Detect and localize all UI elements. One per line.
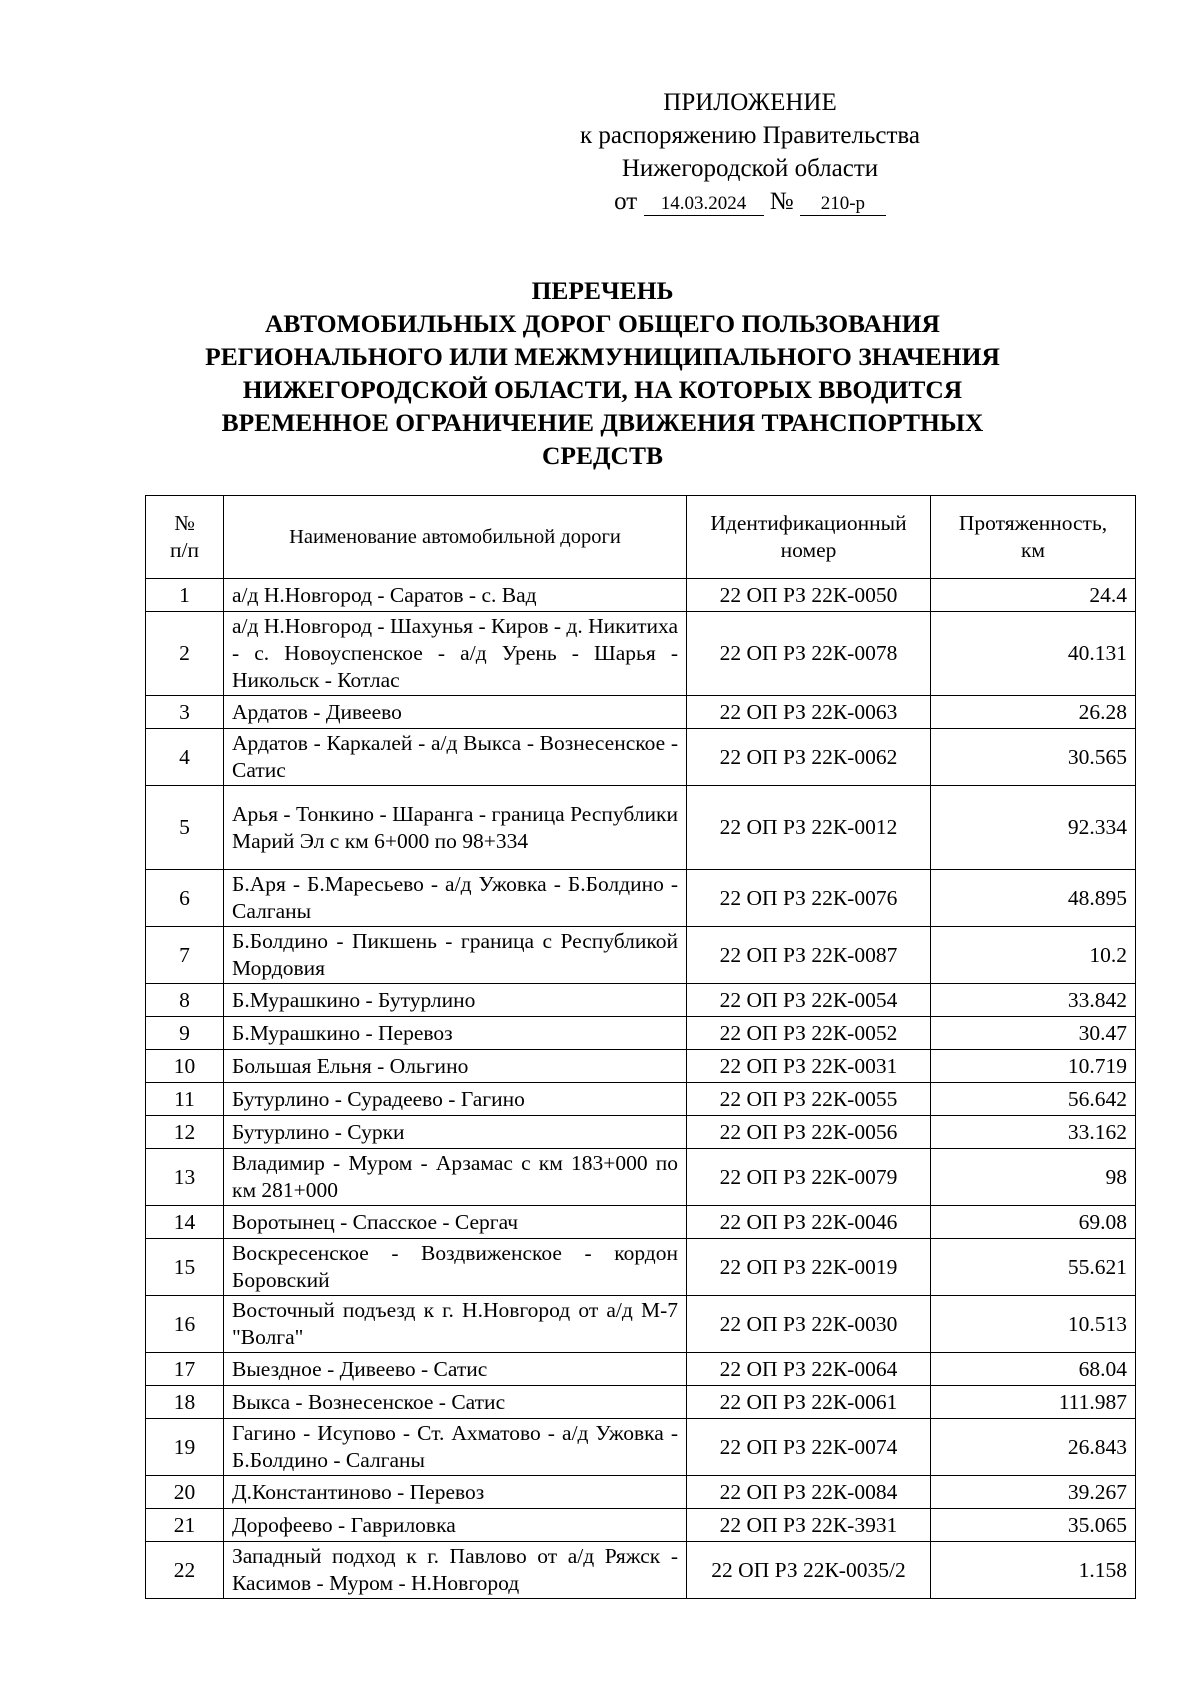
table-row (146, 1353, 1136, 1386)
road-name: Воротынец - Спасское - Сергач (224, 1206, 687, 1239)
road-name: а/д Н.Новгород - Шахунья - Киров - д. Никитиха - с. Новоуспенское - а/д Урень - Шарья - Никольск - Котлас (224, 612, 687, 696)
road-identifier: 22 ОП РЗ 22К-3931 (687, 1509, 931, 1542)
table-row (146, 1017, 1136, 1050)
table-row (146, 1509, 1136, 1542)
road-identifier: 22 ОП РЗ 22К-0050 (687, 579, 931, 612)
road-name: Ардатов - Дивеево (224, 696, 687, 729)
road-length: 56.642 (931, 1083, 1136, 1116)
road-name: Арья - Тонкино - Шаранга - граница Республики Марий Эл с км 6+000 по 98+334 (224, 786, 687, 870)
table-row (146, 1083, 1136, 1116)
table-row (146, 1050, 1136, 1083)
road-identifier: 22 ОП РЗ 22К-0079 (687, 1149, 931, 1206)
road-length: 69.08 (931, 1206, 1136, 1239)
header-length: Протяженность, км (931, 496, 1136, 579)
table-row (146, 1206, 1136, 1239)
road-length: 48.895 (931, 870, 1136, 927)
appendix-date-row (500, 185, 1000, 218)
road-length: 30.565 (931, 729, 1136, 786)
row-number: 6 (146, 870, 224, 927)
order-number: 210-р (800, 193, 886, 216)
road-identifier: 22 ОП РЗ 22К-0031 (687, 1050, 931, 1083)
table-row (146, 1419, 1136, 1476)
appendix-block (500, 86, 1000, 218)
road-length: 68.04 (931, 1353, 1136, 1386)
table-row (146, 927, 1136, 984)
road-name: Воскресенское - Воздвиженское - кордон Боровский (224, 1239, 687, 1296)
table-row (146, 1542, 1136, 1599)
header-road-name: Наименование автомобильной дороги (224, 496, 687, 579)
road-length: 92.334 (931, 786, 1136, 870)
row-number: 1 (146, 579, 224, 612)
title-line: ПЕРЕЧЕНЬ (531, 276, 674, 305)
road-name: Б.Аря - Б.Маресьево - а/д Ужовка - Б.Болдино - Салганы (224, 870, 687, 927)
road-length: 10.513 (931, 1296, 1136, 1353)
road-identifier: 22 ОП РЗ 22К-0062 (687, 729, 931, 786)
road-name: Владимир - Муром - Арзамас с км 183+000 по км 281+000 (224, 1149, 687, 1206)
table-row (146, 1296, 1136, 1353)
row-number: 10 (146, 1050, 224, 1083)
road-length: 33.162 (931, 1116, 1136, 1149)
appendix-heading: ПРИЛОЖЕНИЕ (663, 89, 837, 116)
road-identifier: 22 ОП РЗ 22К-0035/2 (687, 1542, 931, 1599)
table-row (146, 729, 1136, 786)
document-title (120, 274, 1085, 472)
road-length: 111.987 (931, 1386, 1136, 1419)
road-name: Гагино - Исупово - Ст. Ахматово - а/д Ужовка - Б.Болдино - Салганы (224, 1419, 687, 1476)
row-number: 9 (146, 1017, 224, 1050)
row-number: 16 (146, 1296, 224, 1353)
table-row (146, 612, 1136, 696)
road-identifier: 22 ОП РЗ 22К-0030 (687, 1296, 931, 1353)
table-row (146, 579, 1136, 612)
road-name: Б.Мурашкино - Перевоз (224, 1017, 687, 1050)
road-name: Большая Ельня - Ольгино (224, 1050, 687, 1083)
row-number: 11 (146, 1083, 224, 1116)
road-length: 39.267 (931, 1476, 1136, 1509)
row-number: 8 (146, 984, 224, 1017)
row-number: 12 (146, 1116, 224, 1149)
table-row (146, 696, 1136, 729)
row-number: 7 (146, 927, 224, 984)
road-length: 1.158 (931, 1542, 1136, 1599)
date-prefix: от (614, 188, 638, 215)
road-identifier: 22 ОП РЗ 22К-0046 (687, 1206, 931, 1239)
road-identifier: 22 ОП РЗ 22К-0063 (687, 696, 931, 729)
road-name: Восточный подъезд к г. Н.Новгород от а/д М-7 "Волга" (224, 1296, 687, 1353)
road-identifier: 22 ОП РЗ 22К-0078 (687, 612, 931, 696)
table-row (146, 1476, 1136, 1509)
row-number: 17 (146, 1353, 224, 1386)
road-name: Бутурлино - Сурадеево - Гагино (224, 1083, 687, 1116)
road-length: 55.621 (931, 1239, 1136, 1296)
table-row (146, 786, 1136, 870)
road-name: Западный подход к г. Павлово от а/д Ряжск - Касимов - Муром - Н.Новгород (224, 1542, 687, 1599)
road-name: Ардатов - Каркалей - а/д Выкса - Вознесенское - Сатис (224, 729, 687, 786)
road-name: Выкса - Вознесенское - Сатис (224, 1386, 687, 1419)
row-number: 13 (146, 1149, 224, 1206)
road-length: 33.842 (931, 984, 1136, 1017)
road-identifier: 22 ОП РЗ 22К-0084 (687, 1476, 931, 1509)
row-number: 18 (146, 1386, 224, 1419)
road-identifier: 22 ОП РЗ 22К-0076 (687, 870, 931, 927)
road-identifier: 22 ОП РЗ 22К-0054 (687, 984, 931, 1017)
road-identifier: 22 ОП РЗ 22К-0087 (687, 927, 931, 984)
road-identifier: 22 ОП РЗ 22К-0012 (687, 786, 931, 870)
table-row (146, 984, 1136, 1017)
road-name: Выездное - Дивеево - Сатис (224, 1353, 687, 1386)
title-line: РЕГИОНАЛЬНОГО ИЛИ МЕЖМУНИЦИПАЛЬНОГО ЗНАЧЕНИЯ (205, 342, 1000, 371)
title-line: АВТОМОБИЛЬНЫХ ДОРОГ ОБЩЕГО ПОЛЬЗОВАНИЯ (265, 309, 940, 338)
road-length: 24.4 (931, 579, 1136, 612)
title-line: ВРЕМЕННОЕ ОГРАНИЧЕНИЕ ДВИЖЕНИЯ ТРАНСПОРТНЫХ (221, 408, 984, 437)
road-identifier: 22 ОП РЗ 22К-0052 (687, 1017, 931, 1050)
header-number: № п/п (146, 496, 224, 579)
roads-table (145, 495, 1136, 1599)
road-name: Бутурлино - Сурки (224, 1116, 687, 1149)
title-line: СРЕДСТВ (542, 441, 663, 470)
road-name: Д.Константиново - Перевоз (224, 1476, 687, 1509)
title-line: НИЖЕГОРОДСКОЙ ОБЛАСТИ, НА КОТОРЫХ ВВОДИТСЯ (242, 375, 963, 404)
road-name: Дорофеево - Гавриловка (224, 1509, 687, 1542)
road-length: 98 (931, 1149, 1136, 1206)
table-row (146, 1116, 1136, 1149)
row-number: 5 (146, 786, 224, 870)
road-identifier: 22 ОП РЗ 22К-0055 (687, 1083, 931, 1116)
row-number: 19 (146, 1419, 224, 1476)
order-date: 14.03.2024 (644, 193, 764, 216)
table-header-row (146, 496, 1136, 579)
header-identifier: Идентификационный номер (687, 496, 931, 579)
table-row (146, 1386, 1136, 1419)
table-row (146, 870, 1136, 927)
road-identifier: 22 ОП РЗ 22К-0056 (687, 1116, 931, 1149)
row-number: 2 (146, 612, 224, 696)
road-length: 35.065 (931, 1509, 1136, 1542)
row-number: 22 (146, 1542, 224, 1599)
row-number: 4 (146, 729, 224, 786)
road-name: Б.Мурашкино - Бутурлино (224, 984, 687, 1017)
row-number: 21 (146, 1509, 224, 1542)
road-identifier: 22 ОП РЗ 22К-0019 (687, 1239, 931, 1296)
road-name: Б.Болдино - Пикшень - граница с Республикой Мордовия (224, 927, 687, 984)
road-length: 26.28 (931, 696, 1136, 729)
appendix-line-region: Нижегородской области (621, 155, 879, 182)
road-length: 10.2 (931, 927, 1136, 984)
row-number: 14 (146, 1206, 224, 1239)
row-number: 20 (146, 1476, 224, 1509)
road-identifier: 22 ОП РЗ 22К-0074 (687, 1419, 931, 1476)
road-length: 30.47 (931, 1017, 1136, 1050)
road-name: а/д Н.Новгород - Саратов - с. Вад (224, 579, 687, 612)
road-identifier: 22 ОП РЗ 22К-0061 (687, 1386, 931, 1419)
table-row (146, 1239, 1136, 1296)
table-row (146, 1149, 1136, 1206)
road-length: 26.843 (931, 1419, 1136, 1476)
road-length: 10.719 (931, 1050, 1136, 1083)
row-number: 3 (146, 696, 224, 729)
number-sign: № (769, 188, 794, 215)
appendix-line-order: к распоряжению Правительства (579, 122, 920, 149)
road-identifier: 22 ОП РЗ 22К-0064 (687, 1353, 931, 1386)
road-length: 40.131 (931, 612, 1136, 696)
row-number: 15 (146, 1239, 224, 1296)
